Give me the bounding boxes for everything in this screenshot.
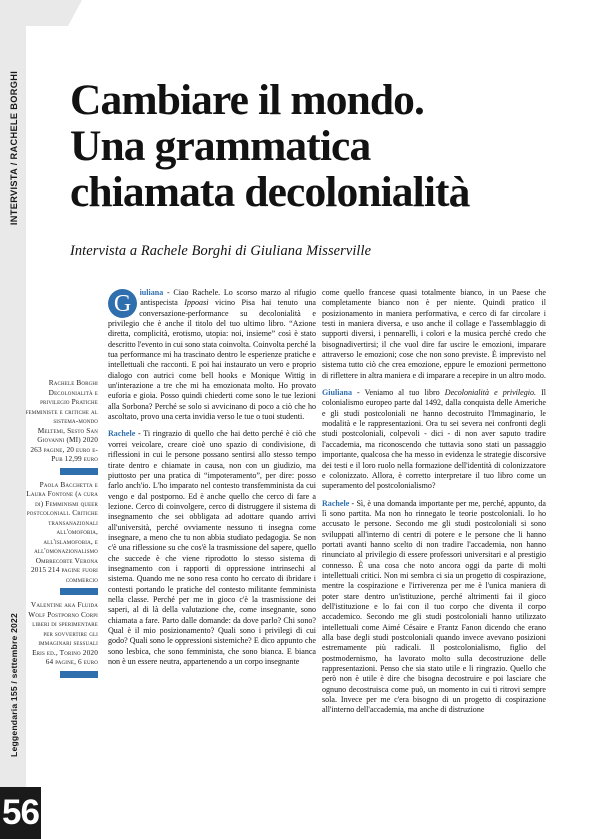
body-paragraph: Rachele - Ti ringrazio di quello che hai detto perché è ciò che vorrei veicolare, creare cioè uno spazio di condivisione, di riflessioni in cui le persone possano sentirsi allo stesso tempo tirate dentro e chiamate in causa, non con un giudizio, ma piuttosto per una pratica di “impoteramento”, per dire: posso farlo anch'io. L'ho imparato nel contesto transfemminista da cui vengo e dal postporno. Ed è anche quello che cerco di fare a lezione. Cerco di coinvolgere, cerco di distruggere il sistema di insegnamento che sei obbligata ad adottare quando arrivi all'università, perché ovviamente nessuno ti insegna come insegnare, a meno che tu non abbia studiato pedagogia. Se non c'è una riflessione su che cos'è la trasmissione del sapere, quello che succede è che viene riprodotto lo stesso sistema di insegnamento con i rapporti di oppressione intrinsechi al sistema. Quando me ne sono resa conto ho cercato di ibridare i contesti portando le pratiche del contesto militante femminista nella classe. Perché per me in gioco c'è la trasmissione dei saperi, al di là della valutazione che, come insegnante, sono chiamata a fare. Parto dalle domande: da dove parlo? Chi sono? Qual è il mio posizionamento? Quali sono i privilegi di cui godo? Quali sono le oppressioni sistemiche? E dico appunto che sono lesbica, che sono femminista, che sono bianca. E bianca non è un essere neutra, appartenendo a un corpo insegnante: [108, 429, 317, 667]
book-caption-1-text: Rachele Borghi Decolonialità e privilegio Pratiche femministe e critiche al sistema-mondo Meltemi, Sesto San Giovanni (MI) 2020 263 pagine, 20 euro e-Pub 12,99 euro: [25, 378, 98, 463]
section-label: INTERVISTA / RACHELE BORGHI: [9, 70, 19, 226]
body-paragraph: Giuliana - Veniamo al tuo libro Decolonialità e privilegio. Il colonialismo europeo parte dal 1492, dalla conquista delle Americhe e gli studi postcoloniali ne hanno decostruito l'Immaginario, le modalità e le rappresentazioni. Ora tu sei severa nei confronti degli studi postcoloniali, colpevoli - dici - di non aver saputo tradire l'accademia, ma riconoscendo che tuttavia sono stati un passaggio importante, qualcosa che ha messo in evidenza le strategie discorsive dei testi e il loro ruolo nella formazione dell'identità di colonizzatore e colonizzato. Allora, è corretto interpretare il tuo libro come un superamento del postcolonialismo?: [322, 388, 546, 491]
page-number: 56: [0, 787, 41, 839]
book-captions: [24, 378, 98, 683]
caption-rule-3: [60, 671, 98, 678]
book-caption-2: [24, 480, 98, 585]
speaker-name: iuliana: [139, 288, 164, 297]
body-paragraph: Rachele - Sì, è una domanda importante per me, perché, appunto, da lì sono partita. Ma non ho rinnegato le teorie postcoloniali. Io ho accusato le persone. Secondo me gli studi postcoloniali si sono sviluppati all'interno di centri di potere e le persone che li hanno portati avanti hanno scelto di non tradire l'accademia, non hanno rinunciato al privilegio di essere professori universitari e al prestigio connesso. È una cosa che noto ancora oggi da parte di molti intellettuali critici. Non mi sembra ci sia un progetto di cospirazione, mentre la cospirazione e l'irriverenza per me è l'unica maniera di poter stare dentro un'istituzione, perché altrimenti fai il gioco dell'istituzione e lo fai con il tuo corpo che diventa il corpo accademico. Secondo me gli studi postcoloniali hanno utilizzato intellettuali come Aimé Césaire e Frantz Fanon dicendo che erano alla base degli studi postcoloniali quando invece avevano posizioni estremamente più radicali. Il postcolonialismo, figlio del postmodernismo, ha lavorato molto sulla decostruzione delle rappresentazioni. Penso che sia stato utile e li ringrazio. Quello che però non è utile è dire che bisogna decostruire e poi lasciare che ognuno decostruisca come può, un momento in cui ti ritrovi sempre sola. Invece per me c'era bisogno di un progetto di cospirazione all'interno dell'accademia, ma anche di distruzione: [322, 498, 546, 715]
caption-rule-2: [60, 588, 98, 595]
body-column-left: [108, 288, 316, 667]
speaker-name: Giuliana: [322, 388, 352, 398]
body-paragraph: come quello francese quasi totalmente bianco, in un Paese che completamente bianco non è per niente. Quindi pratico il posizionamento in maniera performativa, e cerco di far circolare i testi in maniera diversa, e uso anche il collage e l'assemblaggio di supporti diversi, i pennarelli, i colori e la musica perché credo che bisognadivertirsi; il che vuol dire far uscire le emozioni, imparare attraverso le emozioni; cose che non sono previste. È imprevisto nel sistema tutto ciò che crea emozione, eppure le emozioni permettono di riflettere in altra maniera e di imparare a recepire in un altro modo.: [322, 288, 546, 380]
standfirst: Intervista a Rachele Borghi di Giuliana Misserville: [70, 243, 372, 259]
book-caption-2-text: Paola Bacchetta e Laura Fontone (a cura di) Femminismi queer postcoloniali. Critiche transanazionali all'omofobia, all'islamofobia, e all'omonazionalismo Ombrecorte Verona 2015 214 pagine fuori commercio: [26, 479, 98, 584]
book-title-italic: Decolonialità e privilegio.: [444, 388, 537, 398]
page-title: [70, 77, 582, 215]
headline-line-1: Cambiare il mondo.: [70, 76, 424, 125]
book-title-italic: Ippoasi: [184, 298, 209, 308]
speaker-name: Rachele: [322, 498, 350, 508]
headline-line-2: Una grammatica: [70, 122, 371, 171]
rail-notch-triangle: [68, 0, 82, 26]
body-paragraph: G iuliana - Ciao Rachele. Lo scorso marzo al rifugio antispecista Ippoasi vicino Pisa hai tenuto una conversazione-performance su decolonialità e privilegio che è anche il titolo del tuo ultimo libro. “Azione diretta, complicità, erotismo, utopia: noi, insieme” così è stato descritto l'evento in cui sono stata coinvolta. Coinvolta perché la tua performance mi ha trascinato dentro le esperienze pratiche e intellettuali che racconti. E poi hai instaurato un vero e proprio dialogo con autrici come bell hooks e Monique Wittig in un'interazione a tre che mi ha emozionata molto. Ho provato euforia e gioia. Posso quindi chiederti come sono le tue lezioni alla Sorbona? Perché se solo si avvicinano di poco a ciò che ho ascoltato, provo una certa invidia verso le tue o tuoi studenti.: [108, 288, 316, 422]
book-caption-3: [24, 600, 98, 667]
body-column-right: [322, 288, 546, 716]
book-caption-1: [24, 378, 98, 464]
rail-notch: [26, 0, 68, 26]
drop-cap: G: [108, 289, 137, 318]
book-caption-3-text: Valentine aka Fluida Wolf Postporno Corpi liberi di sperimentare per sovvertire gli immaginari sessuali Eris ed., Torino 2020 64 pagine, 6 euro: [28, 600, 98, 666]
speaker-name: Rachele: [108, 429, 136, 439]
headline-line-3: chiamata decolonialità: [70, 168, 470, 217]
issue-label: Leggendaria 155 / settembre 2022: [9, 613, 19, 757]
caption-rule-1: [60, 468, 98, 475]
